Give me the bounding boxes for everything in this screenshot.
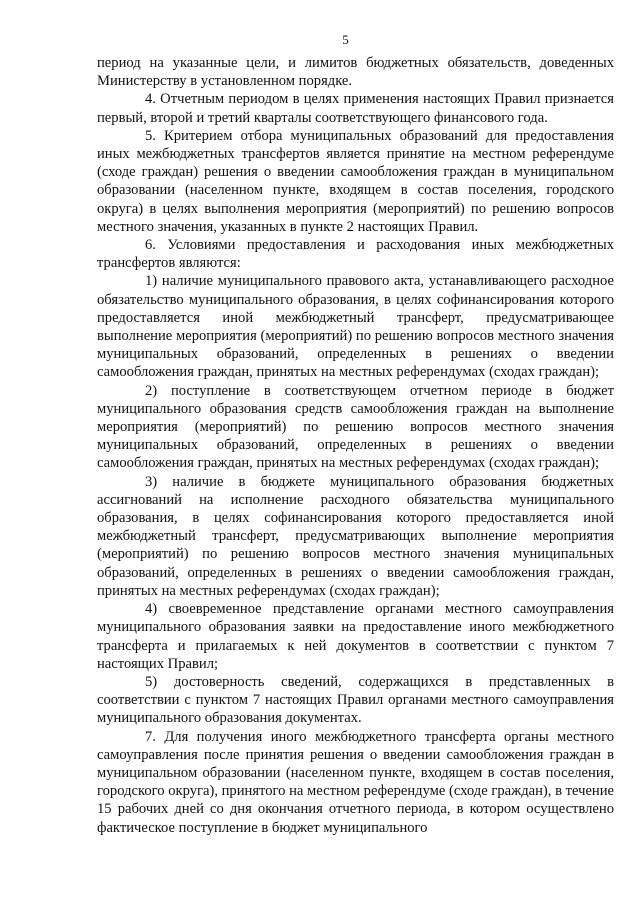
paragraph-item-5: 5. Критерием отбора муниципальных образований для предоставления иных межбюджетных трансфертов является принятие на местном референдуме (сходе граждан) решения о введении самообложения граждан в муниципальном образовании (населенном пункте, входящем в состав поселения, городского округа) в целях выполнения мероприятия (мероприятий) по решению вопросов местного значения, указанных в пункте 2 настоящих Правил. (97, 127, 614, 235)
subitem-6-1: 1) наличие муниципального правового акта, устанавливающего расходное обязательство муниципального образования, в целях софинансирования которого предоставляется иной межбюджетный трансферт, предусматривающее выполнение мероприятия (мероприятий) по решению вопросов местного значения муниципальных образований, определенных в решениях о введении самообложения граждан, принятых на местных референдумах (сходах граждан); (97, 273, 614, 381)
subitem-6-2: 2) поступление в соответствующем отчетном периоде в бюджет муниципального образования средств самообложения граждан на выполнение мероприятия (мероприятий) по решению вопросов местного значения муниципальных образований, определенных в решениях о введении самообложения граждан, принятых на местных референдумах (сходах граждан); (97, 382, 614, 472)
subitem-6-5: 5) достоверность сведений, содержащихся в представленных в соответствии с пунктом 7 настоящих Правил органами местного самоуправления муниципального образования документах. (97, 673, 614, 727)
paragraph-item-6: 6. Условиями предоставления и расходования иных межбюджетных трансфертов являются: (97, 237, 614, 272)
subitem-6-4: 4) своевременное представление органами местного самоуправления муниципального образования заявки на предоставление иного межбюджетного трансферта и прилагаемых к ней документов в соответствии с пунктом 7 настоящих Правил; (97, 601, 614, 672)
subitem-6-3: 3) наличие в бюджете муниципального образования бюджетных ассигнований на исполнение расходного обязательства муниципального образования, в целях софинансирования которого предоставляется иной межбюджетный трансферт, предусматривающих выполнение мероприятия (мероприятий) по решению вопросов местного значения муниципальных образований, определенных в решениях о введении самообложения граждан, принятых на местных референдумах (сходах граждан); (97, 473, 614, 599)
paragraph-item-4: 4. Отчетным периодом в целях применения настоящих Правил признается первый, второй и третий кварталы соответствующего финансового года. (97, 91, 614, 126)
page-number: 5 (342, 32, 349, 47)
paragraph-continuation: период на указанные цели, и лимитов бюджетных обязательств, доведенных Министерству в установленном порядке. (97, 55, 614, 90)
paragraph-item-7: 7. Для получения иного межбюджетного трансферта органы местного самоуправления после принятия решения о введении самообложения граждан в муниципальном образовании (населенном пункте, входящем в состав поселения, городского округа), принятого на местном референдуме (сходе граждан), в течение 15 рабочих дней со дня окончания отчетного периода, в котором осуществлено фактическое поступление в бюджет муниципального (97, 728, 615, 836)
